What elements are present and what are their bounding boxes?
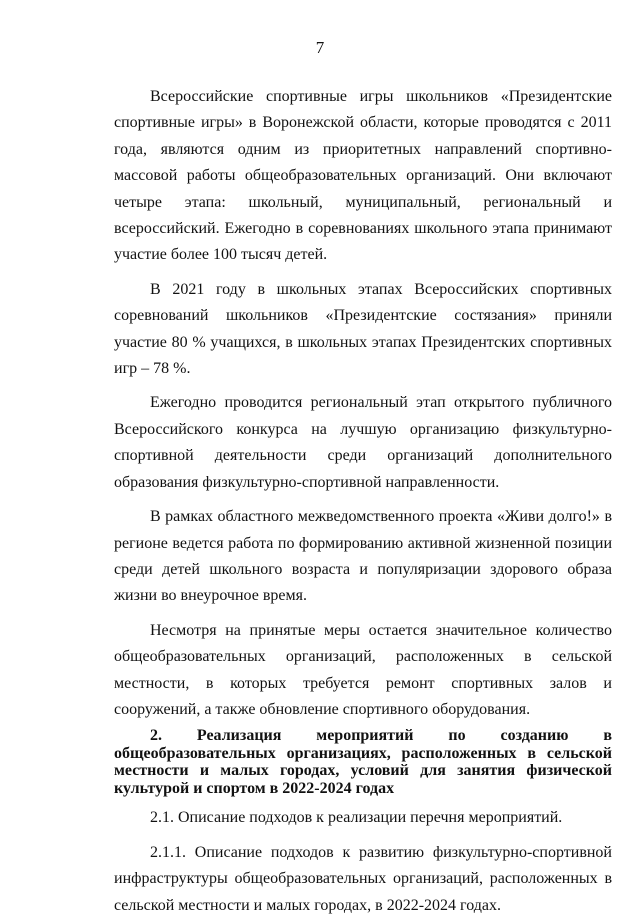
- subsubsection-paragraph: 2.1.1. Описание подходов к развитию физкультурно-спортивной инфраструктуры общеобразовательных организаций, расположенных в сельской местности и малых городах, в 2022-2024 годах.: [114, 843, 612, 914]
- paragraph-presidential-competitions: В 2021 году в школьных этапах Всероссийских спортивных соревнований школьников «Президентские состязания» приняли участие 80 % учащихся, в школьных этапах Президентских спортивных игр – 78 %.: [114, 280, 612, 378]
- page-number: 7: [315, 38, 325, 57]
- paragraph-presidential-games: Всероссийские спортивные игры школьников «Президентские спортивные игры» в Воронежской области, которые проводятся с 2011 года, являются одним из приоритетных направлений спортивно-массовой работы общеобразовательных организаций. Они включают четыре этапа: школьный, муниципальный, региональный и всероссийский. Ежегодно в соревнованиях школьного этапа принимают участие более 100 тысяч детей.: [114, 88, 612, 264]
- paragraph-rural-schools: Несмотря на принятые меры остается значительное количество общеобразовательных организаций, расположенных в сельской местности, в которых требуется ремонт спортивных залов и сооружений, а также обновление спортивного оборудования.: [114, 621, 612, 718]
- document-body: [114, 84, 612, 919]
- subsection-heading: 2.1. Описание подходов к реализации перечня мероприятий.: [150, 809, 563, 827]
- paragraph-live-long-project: В рамках областного межведомственного проекта «Живи долго!» в регионе ведется работа по формированию активной жизненной позиции среди детей школьного возраста и популяризации здорового образа жизни во внеурочное время.: [114, 508, 612, 605]
- section-heading: 2. Реализация мероприятий по созданию в общеобразовательных организациях, расположенных в сельской местности и малых городах, условий для занятия физической культурой и спортом в 2022-2024 годах: [114, 727, 612, 797]
- paragraph-regional-contest: Ежегодно проводится региональный этап открытого публичного Всероссийского конкурса на лучшую организацию физкультурно-спортивной деятельности среди организаций дополнительного образования физкультурно-спортивной направленности.: [114, 394, 612, 491]
